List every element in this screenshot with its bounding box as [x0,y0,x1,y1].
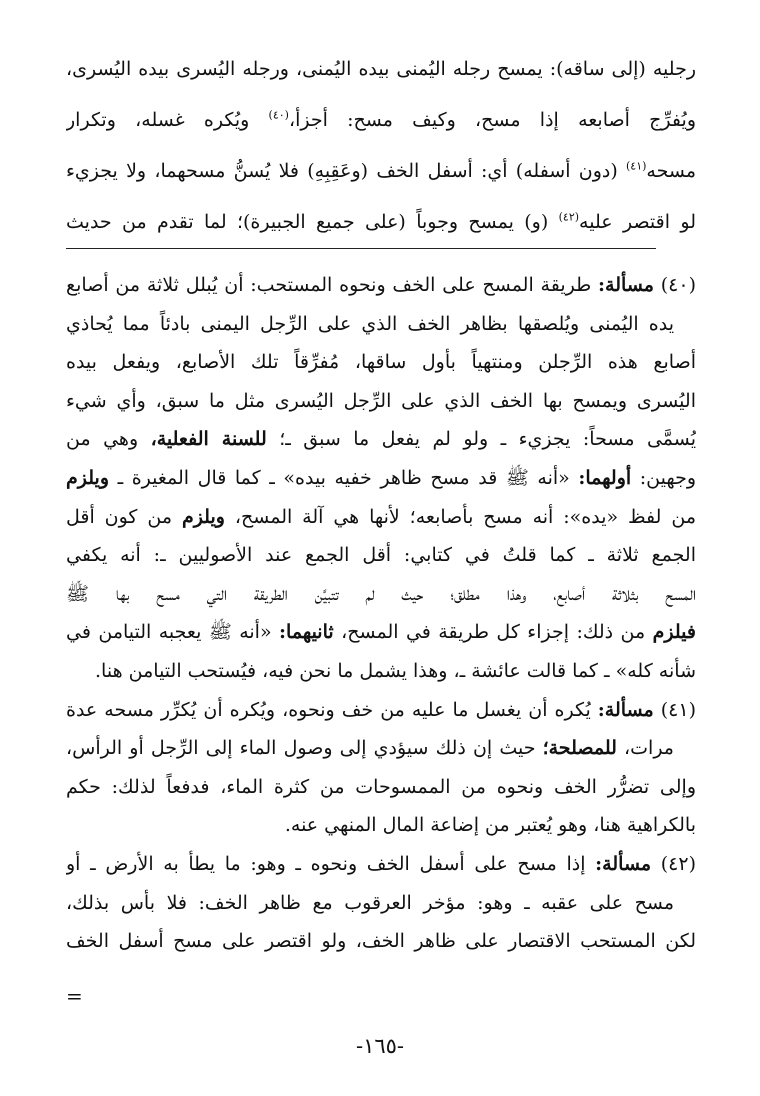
footnote-42-line-3: لكن المستحب الاقتصار على ظاهر الخف، ولو اقتصر على مسح أسفل الخف [66,930,696,953]
main-line-4: لو اقتصر عليه$^{(٤٢)}$ (و) يمسح وجوباً (على جميع الجبيرة)؛ لما تقدم من حديث [66,210,696,233]
emphasis: للسنة الفعلية، [150,428,267,451]
masala-label: مسألة: [595,852,652,875]
footnote-40-line-2: يده اليُمنى ويُلصقها بظاهر الخف الذي على الرِّجل اليمنى بادئاً مما يُحاذي [66,312,674,335]
footnote-ref-41: (٤١) [626,159,647,173]
footnote-ref-40: (٤٠) [268,108,289,122]
footnote-40-line-5: يُسمَّى مسحاً: يجزيء ـ ولو لم يفعل ما سبق ـ؛ للسنة الفعلية، وهي من [66,428,696,451]
footnote-40-line-11: شأنه كله» ـ كما قالت عائشة ـ، وهذا يشمل ما نحن فيه، فيُستحب التيامن هنا. [95,659,696,682]
footnote-41-line-1: (٤١) مسألة: يُكره أن يغسل ما عليه من خف ونحوه، ويُكره أن يُكرِّر مسحه عدة [66,698,696,721]
footnote-40-line-4: اليُسرى ويمسح بها الخف الذي على الرِّجل اليُسرى مثل ما سبق، وأي شيء [66,389,696,412]
footnote-41-line-2: مرات، للمصلحة؛ حيث إن ذلك سيؤدي إلى وصول الماء إلى الرِّجل أو الرأس، [66,737,674,760]
footnote-41-line-4: بالكراهية هنا، وهو يُعتبر من إضاعة المال المنهي عنه. [284,814,696,837]
footnote-ref-42: (٤٢) [558,210,580,224]
footnote-42-line-2: مسح على عقبه ـ وهو: مؤخر العرقوب مع ظاهر الخف: فلا بأس بذلك، [66,891,674,914]
masala-label: مسألة: [597,698,654,721]
footnote-40-line-3: أصابع هذه الرِّجلن ومنتهياً بأول ساقها، مُفرِّقاً تلك الأصابع، ويفعل بيده [66,351,696,374]
footnote-41-line-3: وإلى تضرُّر الخف ونحوه من الممسوحات من كثرة الماء، فدفعاً لذلك: حكم [66,775,696,798]
page-number: -١٦٥- [355,1034,405,1058]
emphasis: ثانيهما: [279,621,334,644]
footnote-40-line-9: المسح بثلاثة أصابع، وهذا مطلق؛ حيث لم تتبيَّن الطريقة التي مسح بها ﷺ [66,582,696,605]
main-line-1: رجليه (إلى ساقه): يمسح رجله اليُمنى بيده اليُمنى، ورجله اليُسرى بيده اليُسرى، [66,58,696,80]
main-line-3: مسحه$^{(٤١)}$ (دون أسفله) أي: أسفل الخف (وعَقِبِهِ) فلا يُسنُّ مسحهما، ولا يجزيء [66,159,696,182]
footnote-40-line-6: وجهين: أولهما: «أنه ﷺ قد مسح ظاهر خفيه بيده» ـ كما قال المغيرة ـ ويلزم [66,466,696,489]
masala-label: مسألة: [598,274,654,296]
emphasis: أولهما: [578,466,632,489]
continuation-mark: = [66,984,83,1008]
emphasis: للمصلحة؛ [542,737,617,760]
footnote-42-line-1: (٤٢) مسألة: إذا مسح على أسفل الخف ونحوه ـ وهو: ما يطأ به الأرض ـ أو [66,852,696,875]
footnote-40-line-1: (٤٠) مسألة: طريقة المسح على الخف ونحوه المستحب: أن يُبلل ثلاثة من أصابع [66,274,696,296]
footnote-separator [66,248,656,249]
main-text [66,44,696,248]
footnote-40-line-8: الجمع ثلاثة ـ كما قلتُ في كتابي: أقل الجمع عند الأصوليين ـ: أنه يكفي [66,544,696,567]
footnote-40-line-7: من لفظ «يده»: أنه مسح بأصابعه؛ لأنها هي آلة المسح، ويلزم من كون أقل [66,505,696,528]
emphasis: ويلزم [66,466,110,489]
footnote-40-line-10: فيلزم من ذلك: إجزاء كل طريقة في المسح، ثانيهما: «أنه ﷺ يعجبه التيامن في [66,621,696,644]
emphasis: فيلزم [652,621,696,644]
emphasis: ويلزم [181,505,225,528]
footnotes [66,266,696,961]
main-line-2: ويُفرِّج أصابعه إذا مسح، وكيف مسح: أجزأ،$^{(٤٠)}$ ويُكره غسله، وتكرار [66,108,696,131]
